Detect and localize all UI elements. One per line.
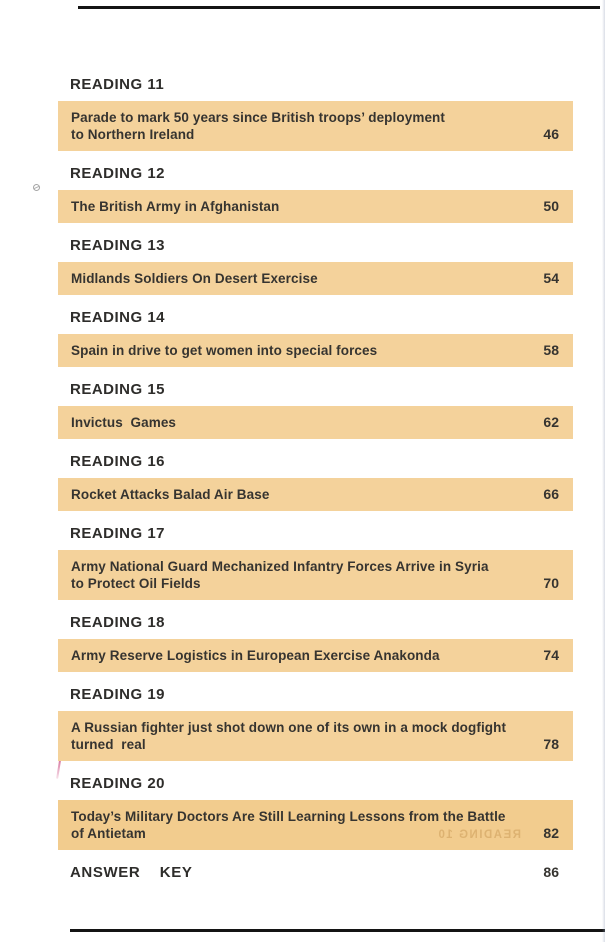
reading-title: [71, 808, 559, 842]
toc-entry: [58, 76, 573, 151]
reading-page-number: 58: [543, 342, 559, 358]
toc-entry: [58, 453, 573, 511]
reading-highlight-bar: [58, 101, 573, 151]
reading-heading: READING 14: [70, 309, 166, 326]
toc-entry: [58, 381, 573, 439]
reading-page-number: 66: [543, 486, 559, 502]
reading-title-line1: Today’s Military Doctors Are Still Learning Lessons from the Battle: [71, 809, 506, 824]
toc-entry: [58, 237, 573, 295]
reading-title-line1: Midlands Soldiers On Desert Exercise: [71, 271, 318, 286]
answer-key-label: ANSWER KEY: [70, 864, 193, 881]
reading-heading: READING 13: [70, 237, 166, 254]
reading-page-number: 46: [543, 126, 559, 142]
reading-heading: READING 15: [70, 381, 166, 398]
scan-artifact-stray-mark: [32, 183, 41, 192]
scan-artifact-bottom-edge-line: [70, 929, 605, 932]
table-of-contents: [58, 76, 573, 881]
reading-highlight-bar: [58, 334, 573, 367]
reading-heading: READING 16: [70, 453, 166, 470]
reading-heading: READING 11: [70, 76, 165, 93]
reading-title: [71, 486, 559, 503]
reading-highlight-bar: [58, 550, 573, 600]
reading-title: [71, 109, 559, 143]
reading-title-line2: to Northern Ireland: [71, 127, 195, 142]
reading-page-number: 70: [543, 575, 559, 591]
reading-title-line2: turned real: [71, 737, 146, 752]
reading-heading: READING 19: [70, 686, 166, 703]
reading-highlight-bar: [58, 711, 573, 761]
reading-heading: READING 12: [70, 165, 166, 182]
reading-title: [71, 414, 559, 431]
answer-key-row: [58, 864, 573, 881]
reading-heading: READING 17: [70, 525, 166, 542]
reading-title-line2: to Protect Oil Fields: [71, 576, 201, 591]
reading-page-number: 50: [543, 198, 559, 214]
reading-page-number: 62: [543, 414, 559, 430]
reading-heading: READING 20: [70, 775, 166, 792]
toc-entry: [58, 775, 573, 850]
reading-title: [71, 719, 559, 753]
reading-title-line1: Army National Guard Mechanized Infantry Forces Arrive in Syria: [71, 559, 489, 574]
reading-page-number: 82: [543, 825, 559, 841]
reading-page-number: 78: [543, 736, 559, 752]
toc-entry: [58, 525, 573, 600]
bleed-through-ghost-text: READING 10: [436, 829, 521, 841]
toc-entry: [58, 165, 573, 223]
reading-highlight-bar: [58, 406, 573, 439]
toc-entry: [58, 309, 573, 367]
reading-title: [71, 198, 559, 215]
reading-highlight-bar: [58, 639, 573, 672]
reading-title-line1: A Russian fighter just shot down one of its own in a mock dogfight: [71, 720, 507, 735]
reading-title-line1: Rocket Attacks Balad Air Base: [71, 487, 270, 502]
reading-title-line2: of Antietam: [71, 826, 146, 841]
toc-entry: [58, 614, 573, 672]
toc-entry-list: [58, 76, 573, 850]
reading-title-line1: Parade to mark 50 years since British troops’ deployment: [71, 110, 445, 125]
reading-page-number: 74: [543, 647, 559, 663]
reading-highlight-bar: [58, 800, 573, 850]
reading-title-line1: Invictus Games: [71, 415, 177, 430]
reading-page-number: 54: [543, 270, 559, 286]
reading-highlight-bar: [58, 190, 573, 223]
reading-title: [71, 342, 559, 359]
reading-highlight-bar: [58, 478, 573, 511]
reading-title: [71, 647, 559, 664]
answer-key-page-number: 86: [543, 864, 559, 880]
reading-highlight-bar: [58, 262, 573, 295]
reading-heading: READING 18: [70, 614, 166, 631]
scan-artifact-top-edge-line: [78, 6, 600, 9]
reading-title: [71, 558, 559, 592]
reading-title: [71, 270, 559, 287]
reading-title-line1: Spain in drive to get women into special forces: [71, 343, 378, 358]
toc-entry: [58, 686, 573, 761]
reading-title-line1: Army Reserve Logistics in European Exercise Anakonda: [71, 648, 440, 663]
reading-title-line1: The British Army in Afghanistan: [71, 199, 280, 214]
